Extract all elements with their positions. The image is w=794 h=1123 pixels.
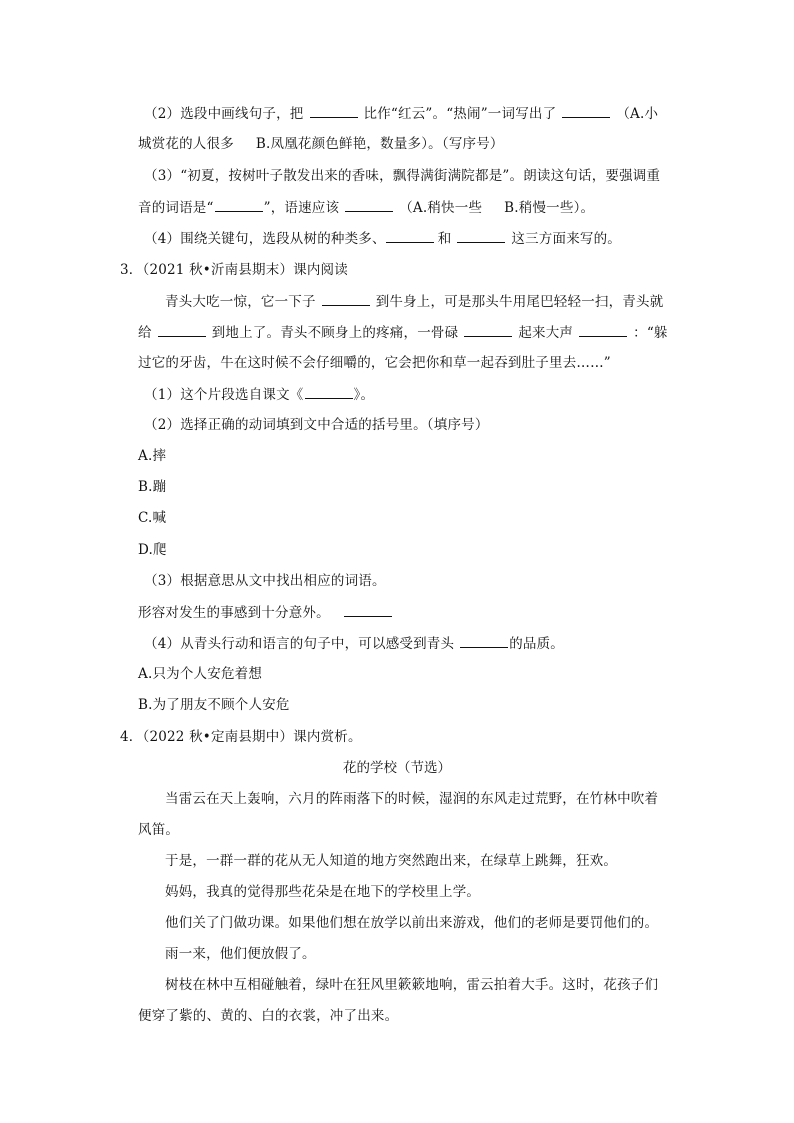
option-c: C.喊: [138, 510, 167, 526]
passage-paragraph: 于是，一群一群的花从无人知道的地方突然跑出来，在绿草上跳舞，狂欢。: [165, 853, 618, 869]
q3-part3: （3）根据意思从文中找出相应的词语。: [144, 573, 386, 589]
q3-heading: 3．（2021 秋•沂南县期末）课内阅读: [120, 262, 348, 278]
answer-blank[interactable]: [386, 228, 434, 243]
q3-part4-option-a: A.只为个人安危着想: [138, 666, 263, 682]
q3-part4-option-b: B.为了朋友不顾个人安危: [138, 697, 290, 713]
answer-blank[interactable]: [310, 103, 358, 118]
passage-paragraph: 便穿了紫的、黄的、白的衣裳，冲了出来。: [138, 1008, 399, 1024]
answer-blank[interactable]: [579, 322, 627, 337]
answer-blank[interactable]: [460, 633, 508, 648]
answer-blank[interactable]: [345, 197, 393, 212]
answer-blank[interactable]: [158, 322, 206, 337]
q3-passage-line3: 过它的牙齿，牛在这时候不会仔细嚼的，它会把你和草一起吞到肚子里去……”: [138, 355, 611, 371]
q3-part2: （2）选择正确的动词填到文中合适的括号里。（填序号）: [144, 417, 489, 433]
answer-blank[interactable]: [215, 197, 263, 212]
answer-blank[interactable]: [562, 103, 610, 118]
answer-blank[interactable]: [322, 291, 370, 306]
q2-part3-line2: 音的词语是“ ”，语速应该 （A.稍快一些 B.稍慢一些）。: [138, 197, 594, 218]
passage-paragraph: 雨一来，他们便放假了。: [165, 946, 316, 962]
passage-paragraph: 风笛。: [138, 822, 180, 838]
answer-blank[interactable]: [305, 384, 353, 399]
answer-blank[interactable]: [344, 602, 392, 617]
option-d: D.爬: [138, 542, 167, 558]
q2-part3-line1: （3）“初夏，按树叶子散发出来的香味，飘得满街满院都是”。朗读这句话，要强调重: [144, 168, 661, 184]
q3-part3-line: 形容对发生的事感到十分意外。: [138, 602, 398, 623]
q3-passage-line2: 给 到地上了。青头不顾身上的疼痛，一骨碌 起来大声 ：“躲: [138, 322, 668, 343]
answer-blank[interactable]: [464, 322, 512, 337]
option-b: B.蹦: [138, 479, 167, 495]
q2-part2-line2: 城赏花的人很多 B.凤凰花颜色鲜艳，数量多）。（写序号）: [138, 136, 504, 152]
q3-part4: （4）从青头行动和语言的句子中，可以感受到青头 的品质。: [144, 633, 564, 654]
q4-heading: 4．（2022 秋•定南县期中）课内赏析。: [120, 729, 362, 745]
passage-paragraph: 他们关了门做功课。如果他们想在放学以前出来游戏，他们的老师是要罚他们的。: [165, 915, 659, 931]
passage-paragraph: 当雷云在天上轰响，六月的阵雨落下的时候，湿润的东风走过荒野，在竹林中吹着: [165, 791, 659, 807]
passage-paragraph: 树枝在林中互相碰触着，绿叶在狂风里簌簌地响，雷云拍着大手。这时，花孩子们: [165, 977, 659, 993]
option-a: A.摔: [138, 448, 167, 464]
answer-blank[interactable]: [457, 228, 505, 243]
passage-paragraph: 妈妈，我真的觉得那些花朵是在地下的学校里上学。: [165, 884, 481, 900]
q2-part4: （4）围绕关键句，选段从树的种类多、 和 这三方面来写的。: [144, 228, 621, 249]
q2-part2-line1: （2）选段中画线句子，把 比作“红云”。“热闹”一词写出了 （A.小: [144, 103, 658, 124]
q3-part1: （1）这个片段选自课文《 》。: [144, 384, 374, 405]
passage-title: 花的学校（节选）: [343, 760, 451, 776]
q3-passage-line1: 青头大吃一惊，它一下子 到牛身上，可是那头牛用尾巴轻轻一扫，青头就: [165, 291, 663, 312]
